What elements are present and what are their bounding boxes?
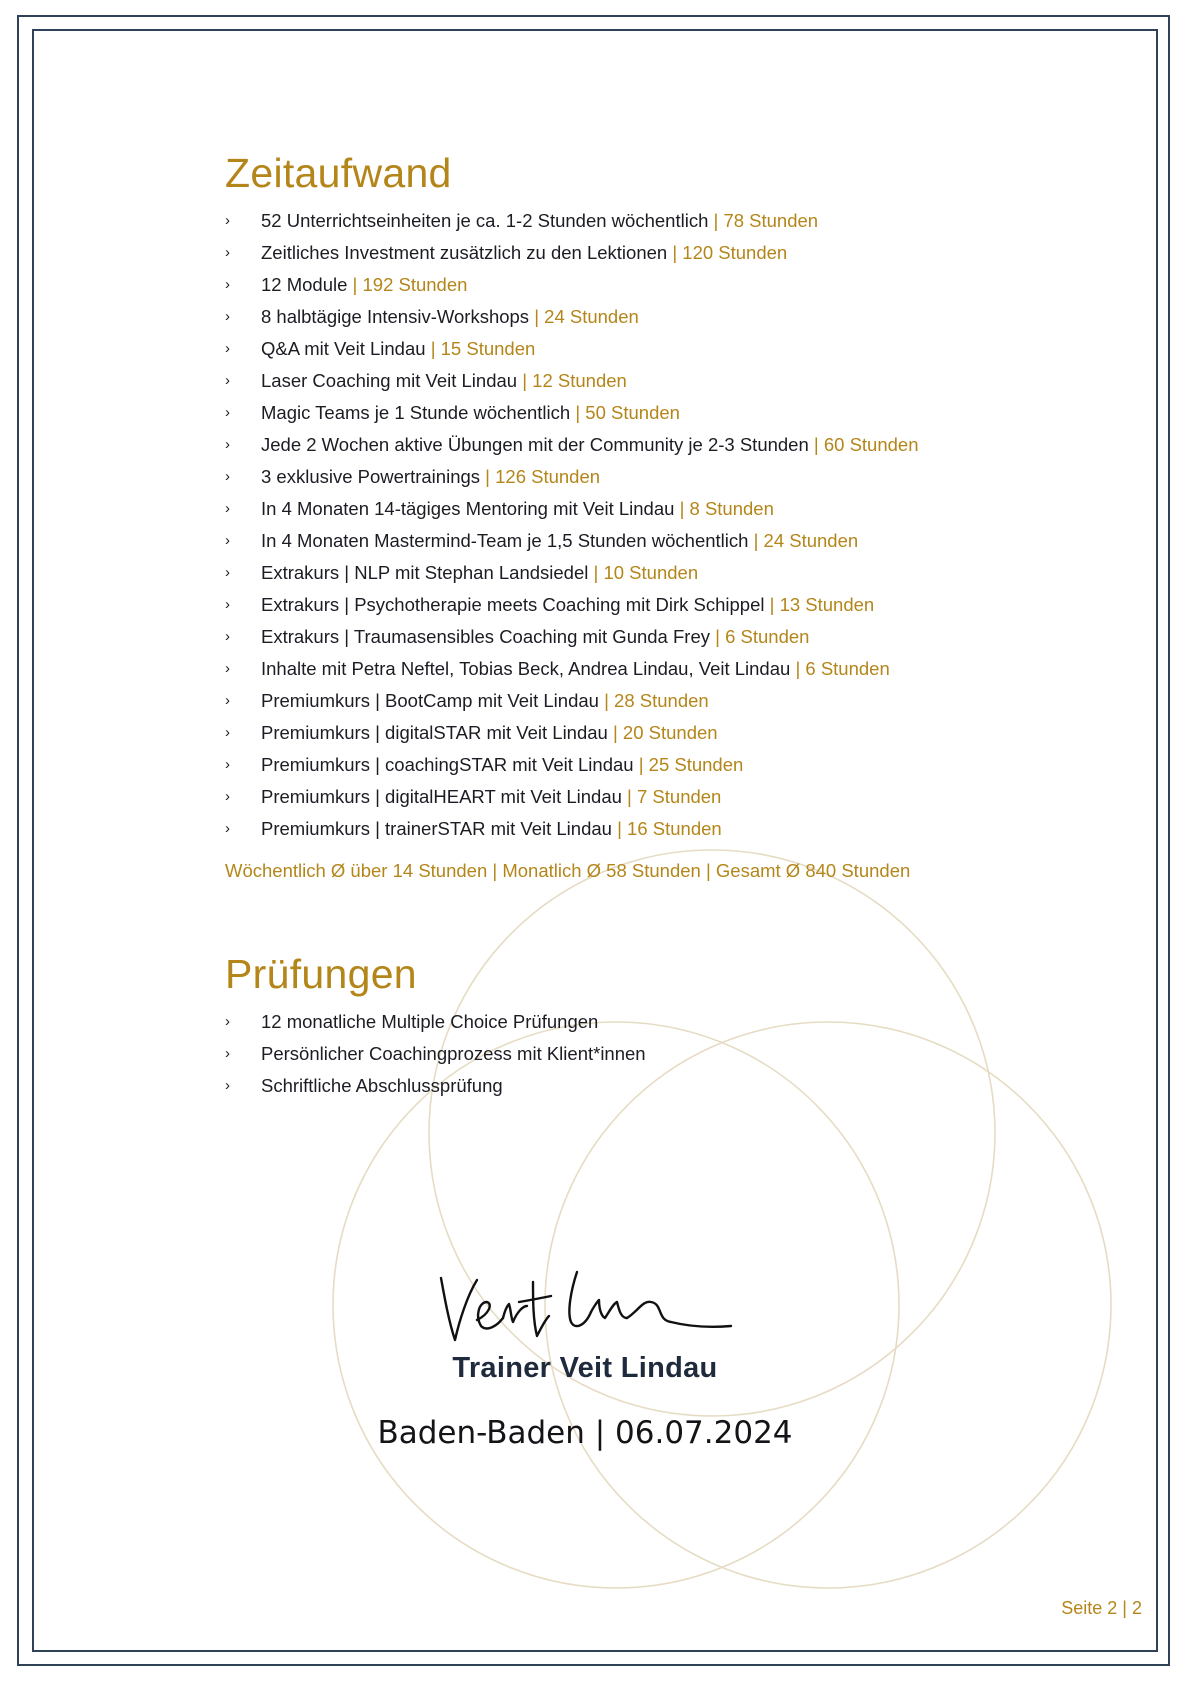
zeitaufwand-item (225, 333, 1085, 365)
zeitaufwand-item (225, 493, 1085, 525)
zeitaufwand-item (225, 653, 1085, 685)
bullet-chevron-icon: › (225, 756, 230, 774)
zeitaufwand-item-hours: | 7 Stunden (627, 786, 722, 808)
bullet-chevron-icon: › (225, 532, 230, 550)
bullet-chevron-icon: › (225, 500, 230, 518)
zeitaufwand-item-text: 12 Module (261, 274, 348, 296)
bullet-chevron-icon: › (225, 244, 230, 262)
bullet-chevron-icon: › (225, 212, 230, 230)
bullet-chevron-icon: › (225, 436, 230, 454)
bullet-chevron-icon: › (225, 660, 230, 678)
zeitaufwand-item-hours: | 8 Stunden (679, 498, 774, 520)
zeitaufwand-item-text: In 4 Monaten 14-tägiges Mentoring mit Veit Lindau (261, 498, 675, 520)
bullet-chevron-icon: › (225, 1013, 230, 1031)
zeitaufwand-item-hours: | 192 Stunden (352, 274, 468, 296)
zeitaufwand-item-hours: | 120 Stunden (672, 242, 788, 264)
zeitaufwand-item (225, 717, 1085, 749)
zeitaufwand-item-text: Premiumkurs | trainerSTAR mit Veit Lindau (261, 818, 612, 840)
bullet-chevron-icon: › (225, 788, 230, 806)
zeitaufwand-item-text: Q&A mit Veit Lindau (261, 338, 426, 360)
zeitaufwand-item-text: Premiumkurs | digitalSTAR mit Veit Lindau (261, 722, 608, 744)
zeitaufwand-item (225, 557, 1085, 589)
zeitaufwand-item-hours: | 6 Stunden (715, 626, 810, 648)
zeitaufwand-item-hours: | 24 Stunden (534, 306, 639, 328)
zeitaufwand-item-text: Extrakurs | Psychotherapie meets Coaching mit Dirk Schippel (261, 594, 765, 616)
zeitaufwand-item-text: 3 exklusive Powertrainings (261, 466, 481, 488)
zeitaufwand-item-text: Jede 2 Wochen aktive Übungen mit der Community je 2-3 Stunden (261, 434, 809, 456)
zeitaufwand-item (225, 525, 1085, 557)
pruefungen-item-text: Persönlicher Coachingprozess mit Klient*innen (261, 1043, 646, 1065)
pruefungen-list (225, 1006, 1085, 1102)
trainer-name: Trainer Veit Lindau (452, 1352, 718, 1384)
pruefungen-title: Prüfungen (225, 951, 417, 998)
zeitaufwand-list (225, 205, 1085, 845)
pruefungen-item (225, 1038, 1085, 1070)
place-and-date: Baden-Baden | 06.07.2024 (377, 1415, 793, 1451)
zeitaufwand-item (225, 685, 1085, 717)
zeitaufwand-item (225, 621, 1085, 653)
zeitaufwand-summary: Wöchentlich Ø über 14 Stunden | Monatlich Ø 58 Stunden | Gesamt Ø 840 Stunden (225, 860, 911, 882)
pruefungen-item (225, 1070, 1085, 1102)
zeitaufwand-item (225, 205, 1085, 237)
zeitaufwand-item-hours: | 50 Stunden (575, 402, 680, 424)
bullet-chevron-icon: › (225, 340, 230, 358)
zeitaufwand-item (225, 461, 1085, 493)
zeitaufwand-item (225, 429, 1085, 461)
zeitaufwand-item-hours: | 24 Stunden (753, 530, 859, 552)
zeitaufwand-item-text: 8 halbtägige Intensiv-Workshops (261, 306, 530, 328)
pruefungen-item (225, 1006, 1085, 1038)
pruefungen-item-text: 12 monatliche Multiple Choice Prüfungen (261, 1011, 599, 1033)
pruefungen-item-text: Schriftliche Abschlussprüfung (261, 1075, 503, 1097)
zeitaufwand-item-hours: | 126 Stunden (485, 466, 601, 488)
zeitaufwand-item-text: Extrakurs | Traumasensibles Coaching mit Gunda Frey (261, 626, 710, 648)
zeitaufwand-item-text: Magic Teams je 1 Stunde wöchentlich (261, 402, 571, 424)
zeitaufwand-item (225, 781, 1085, 813)
zeitaufwand-item-hours: | 20 Stunden (612, 722, 718, 744)
zeitaufwand-title: Zeitaufwand (225, 150, 452, 196)
zeitaufwand-item (225, 237, 1085, 269)
zeitaufwand-item-hours: | 10 Stunden (593, 562, 699, 584)
zeitaufwand-item-text: Inhalte mit Petra Neftel, Tobias Beck, Andrea Lindau, Veit Lindau (261, 658, 791, 680)
zeitaufwand-item-hours: | 25 Stunden (638, 754, 744, 776)
zeitaufwand-item (225, 749, 1085, 781)
zeitaufwand-item-hours: | 78 Stunden (713, 210, 819, 232)
zeitaufwand-item-hours: | 28 Stunden (604, 690, 709, 712)
bullet-chevron-icon: › (225, 468, 230, 486)
zeitaufwand-item-text: Extrakurs | NLP mit Stephan Landsiedel (261, 562, 589, 584)
zeitaufwand-item-text: 52 Unterrichtseinheiten je ca. 1-2 Stunden wöchentlich (261, 210, 709, 232)
bullet-chevron-icon: › (225, 596, 230, 614)
zeitaufwand-item-hours: | 15 Stunden (430, 338, 536, 360)
handwritten-signature-image (437, 1260, 737, 1350)
bullet-chevron-icon: › (225, 276, 230, 294)
bullet-chevron-icon: › (225, 820, 230, 838)
zeitaufwand-item (225, 269, 1085, 301)
bullet-chevron-icon: › (225, 308, 230, 326)
zeitaufwand-item-hours: | 6 Stunden (795, 658, 890, 680)
zeitaufwand-item-hours: | 13 Stunden (769, 594, 875, 616)
bullet-chevron-icon: › (225, 404, 230, 422)
zeitaufwand-item (225, 589, 1085, 621)
zeitaufwand-item-text: Premiumkurs | digitalHEART mit Veit Lindau (261, 786, 622, 808)
zeitaufwand-item-text: Laser Coaching mit Veit Lindau (261, 370, 518, 392)
bullet-chevron-icon: › (225, 724, 230, 742)
zeitaufwand-section (225, 150, 1085, 887)
page-number: Seite 2 | 2 (1061, 1598, 1142, 1618)
zeitaufwand-item-hours: | 60 Stunden (813, 434, 919, 456)
zeitaufwand-item-text: Zeitliches Investment zusätzlich zu den Lektionen (261, 242, 668, 264)
zeitaufwand-item (225, 813, 1085, 845)
pruefungen-section (225, 951, 1085, 1102)
zeitaufwand-item-text: In 4 Monaten Mastermind-Team je 1,5 Stunden wöchentlich (261, 530, 749, 552)
bullet-chevron-icon: › (225, 692, 230, 710)
bullet-chevron-icon: › (225, 1045, 230, 1063)
page-content (225, 150, 1085, 1102)
zeitaufwand-item-text: Premiumkurs | BootCamp mit Veit Lindau (261, 690, 599, 712)
zeitaufwand-item-hours: | 12 Stunden (522, 370, 627, 392)
bullet-chevron-icon: › (225, 372, 230, 390)
zeitaufwand-item-hours: | 16 Stunden (617, 818, 722, 840)
zeitaufwand-item (225, 397, 1085, 429)
bullet-chevron-icon: › (225, 628, 230, 646)
zeitaufwand-item-text: Premiumkurs | coachingSTAR mit Veit Lindau (261, 754, 634, 776)
zeitaufwand-item (225, 301, 1085, 333)
bullet-chevron-icon: › (225, 1077, 230, 1095)
zeitaufwand-item (225, 365, 1085, 397)
bullet-chevron-icon: › (225, 564, 230, 582)
